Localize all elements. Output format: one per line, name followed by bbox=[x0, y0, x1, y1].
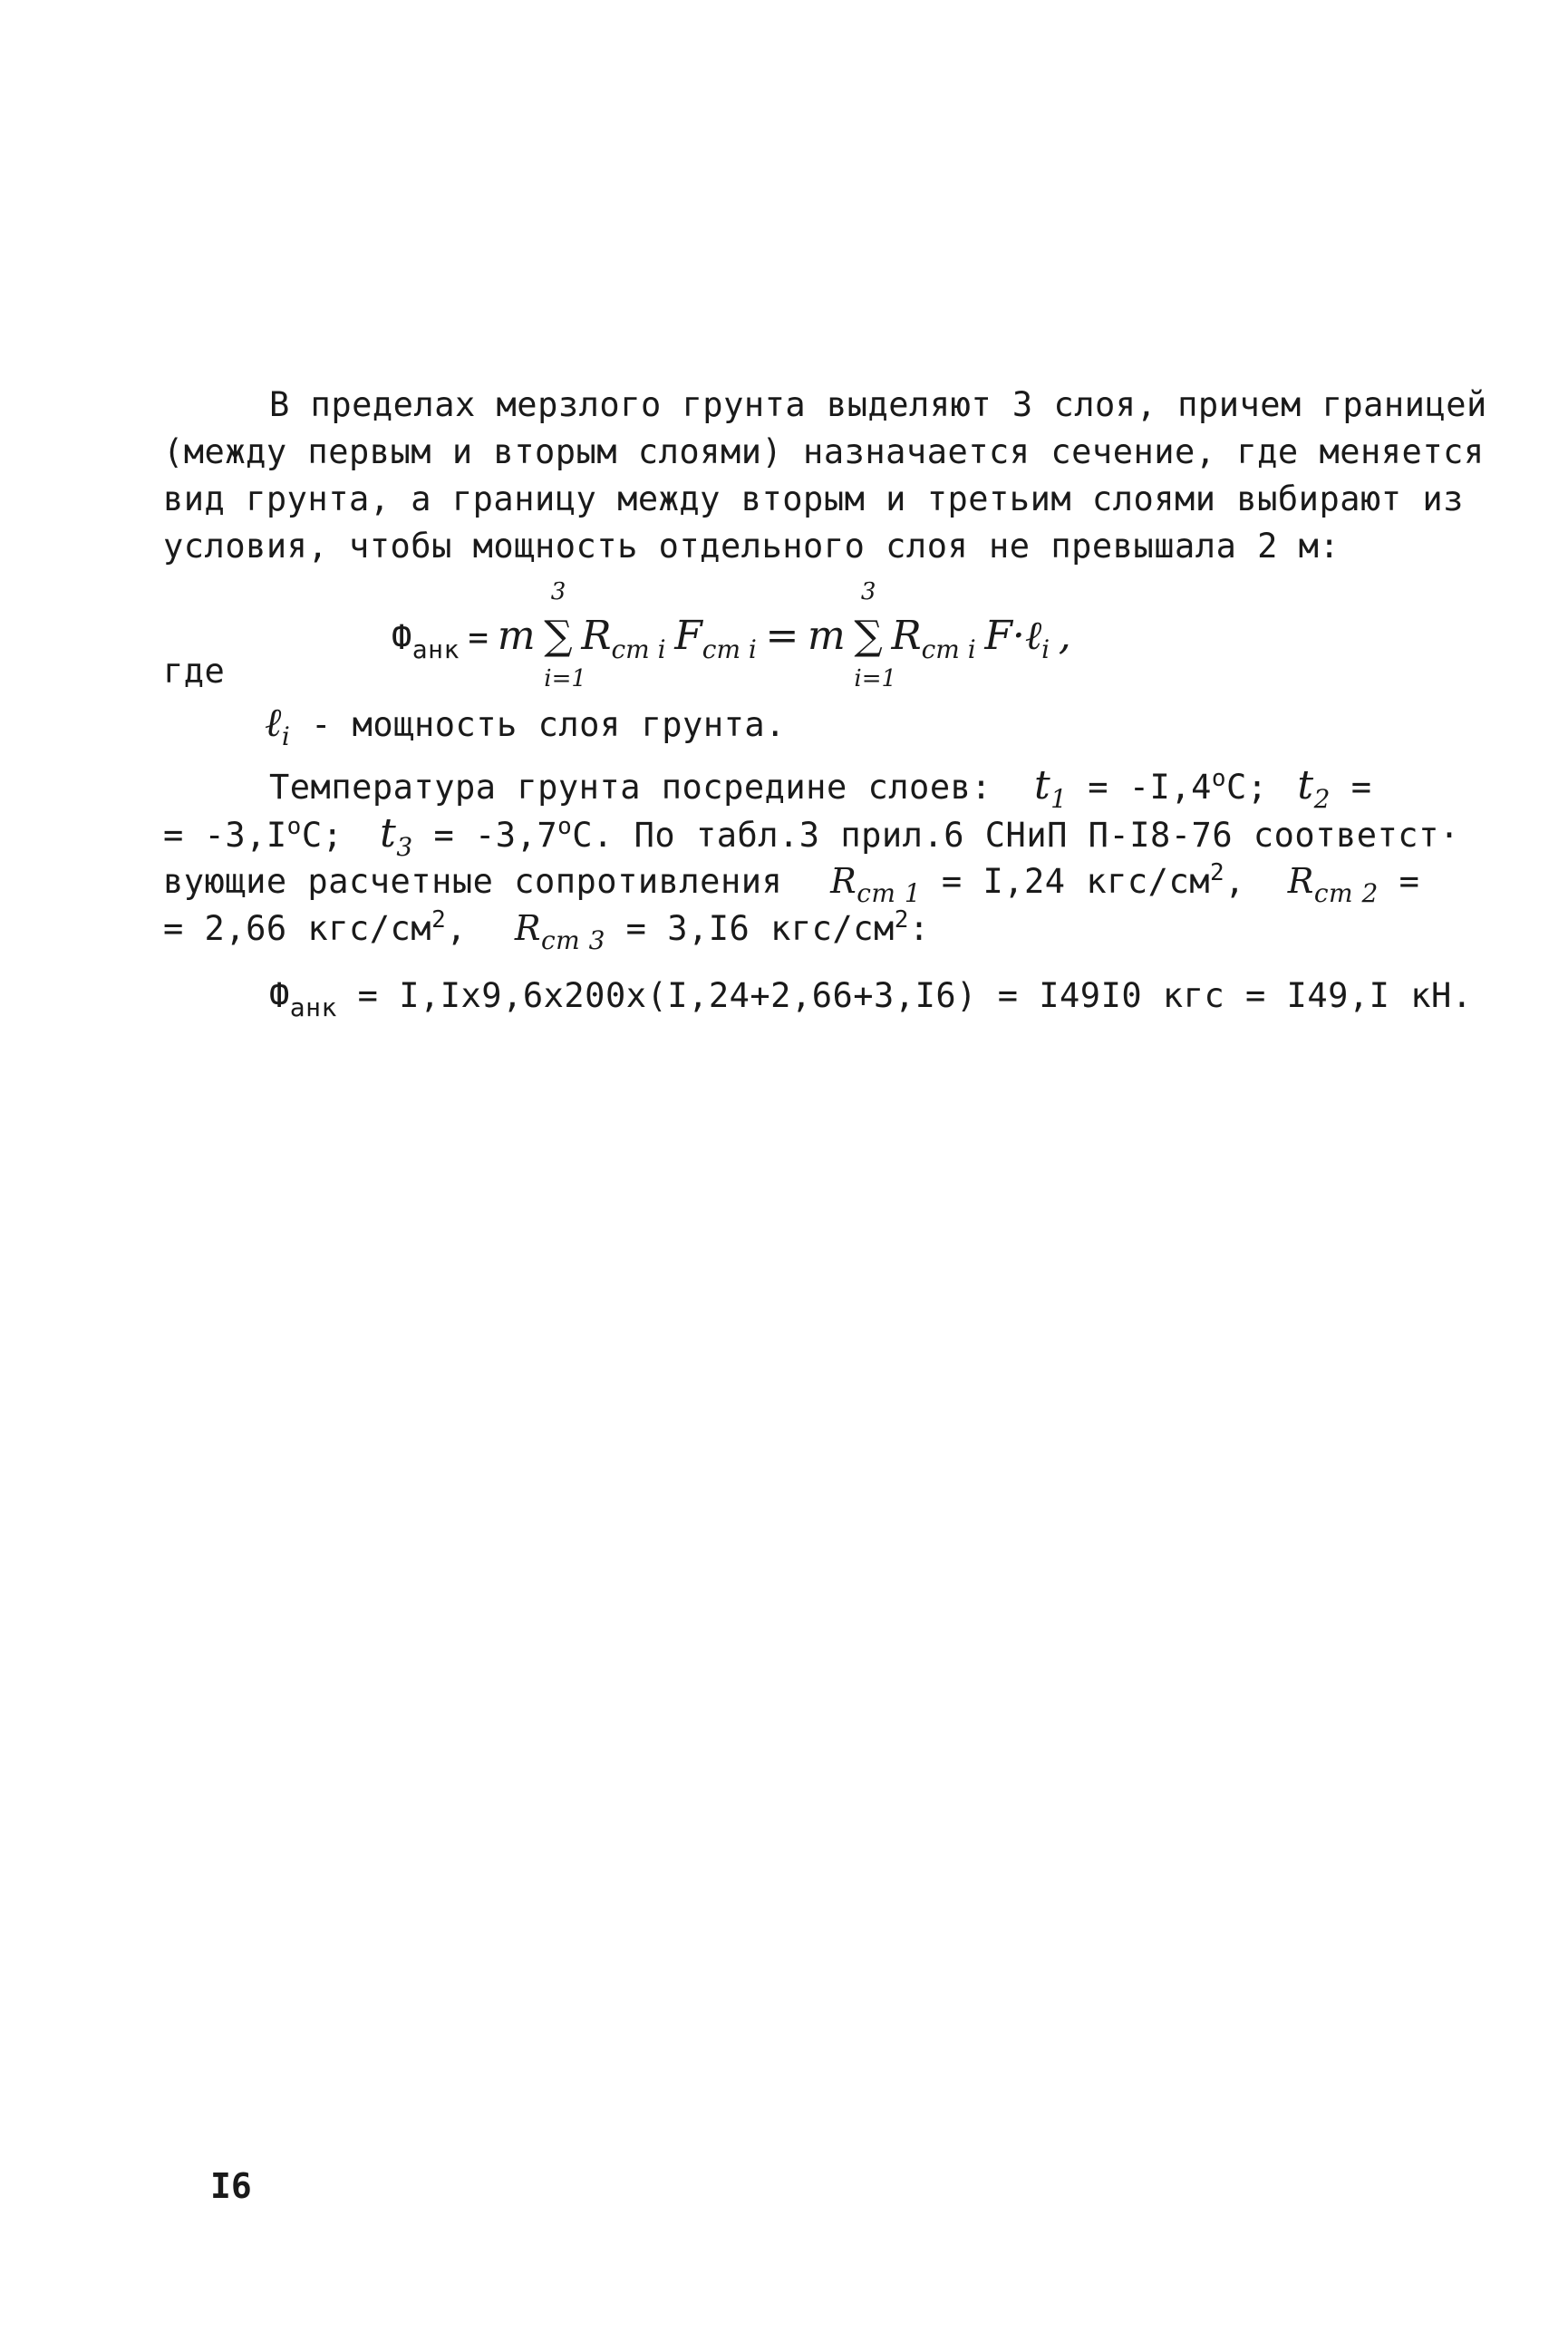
temperature-intro: Температура грунта посредине слоев: bbox=[269, 768, 992, 807]
degree-mark-3: o bbox=[557, 813, 573, 840]
summation-sign: ∑ 3 i=1 bbox=[544, 578, 586, 692]
paragraph1-line4: условия, чтобы мощность отдельного слоя не превышала 2 м: bbox=[163, 527, 1341, 566]
r3-end: : bbox=[908, 909, 930, 948]
term-f-l-i: F·ℓ$_i$ bbox=[984, 613, 1050, 664]
snip-reference: С. По табл.3 прил.6 СНиП П-I8-76 соответст· bbox=[572, 816, 1460, 855]
symbol-l-i: ℓ$_i$ bbox=[265, 700, 291, 751]
r1-separator: , bbox=[1224, 862, 1245, 901]
paragraph1-line1: В пределах мерзлого грунта выделяют 3 слоя, причем границей bbox=[269, 385, 1487, 424]
paragraph2-line3 bbox=[163, 861, 1419, 906]
r1-exponent: 2 bbox=[1210, 859, 1225, 886]
definition-text: - мощность слоя грунта. bbox=[311, 705, 786, 744]
symbol-r-cm-1: $R_{cm 1}$ bbox=[830, 861, 922, 908]
summation-sign-2: ∑ 3 i=1 bbox=[854, 578, 897, 692]
t2-equals: = bbox=[1350, 768, 1372, 807]
t3-value: = -3,7 bbox=[433, 816, 558, 855]
equals-sign: = bbox=[468, 618, 489, 657]
definition-line bbox=[265, 700, 786, 751]
resistance-intro: вующие расчетные сопротивления bbox=[163, 862, 783, 901]
result-formula bbox=[269, 976, 1473, 1022]
term-r-cm-i: $R_{cm i}$ bbox=[581, 613, 666, 664]
formula-lhs: $Ф_{анк}$ bbox=[392, 618, 460, 664]
paragraph2-line4 bbox=[163, 908, 930, 953]
term-r-cm-i-2: $R_{cm i}$ bbox=[891, 613, 976, 664]
paragraph1-line2: (между первым и вторым слоями) назначается сечение, где меняется bbox=[163, 432, 1485, 471]
r1-value: = I,24 кгс/см bbox=[941, 862, 1211, 901]
r2-equals: = bbox=[1399, 862, 1420, 901]
symbol-t1: $t_1$ bbox=[1033, 762, 1068, 814]
symbol-r-cm-2: $R_{cm 2}$ bbox=[1287, 861, 1379, 908]
t1-value: = -I,4 bbox=[1088, 768, 1212, 807]
equals-sign-2: = bbox=[765, 613, 799, 659]
r3-exponent: 2 bbox=[894, 906, 909, 934]
coefficient-m: m bbox=[497, 613, 536, 659]
paragraph2-line2 bbox=[163, 810, 1460, 862]
paragraph2-line1 bbox=[269, 762, 1372, 814]
where-label: где bbox=[163, 652, 226, 691]
symbol-r-cm-3: $R_{cm 3}$ bbox=[514, 908, 605, 955]
r2-separator: , bbox=[446, 909, 468, 948]
paragraph1-line3: вид грунта, а границу между вторым и третьим слоями выбирают из bbox=[163, 479, 1464, 518]
result-symbol: Ф bbox=[269, 976, 290, 1015]
r2-value: = 2,66 кгс/см bbox=[163, 909, 432, 948]
formula-comma: , bbox=[1058, 613, 1071, 659]
term-f-cm-i: $F_{cm i}$ bbox=[674, 613, 757, 664]
anchor-force-formula bbox=[392, 578, 1071, 692]
t1-unit: С; bbox=[1226, 768, 1268, 807]
t2-value: = -3,I bbox=[163, 816, 287, 855]
symbol-t3: $t_3$ bbox=[380, 810, 413, 862]
degree-mark: o bbox=[1211, 765, 1227, 792]
page-number: I6 bbox=[210, 2166, 252, 2206]
r2-exponent: 2 bbox=[431, 906, 447, 934]
t2-unit: С; bbox=[301, 816, 344, 855]
coefficient-m-2: m bbox=[808, 613, 846, 659]
result-expression: = I,Ix9,6x200x(I,24+2,66+3,I6) = I49I0 кгс = I49,I кН. bbox=[357, 976, 1473, 1015]
degree-mark-2: o bbox=[286, 813, 302, 840]
result-subscript: анк bbox=[289, 992, 337, 1022]
symbol-t2: $t_2$ bbox=[1297, 762, 1331, 814]
r3-value: = 3,I6 кгс/см bbox=[625, 909, 895, 948]
